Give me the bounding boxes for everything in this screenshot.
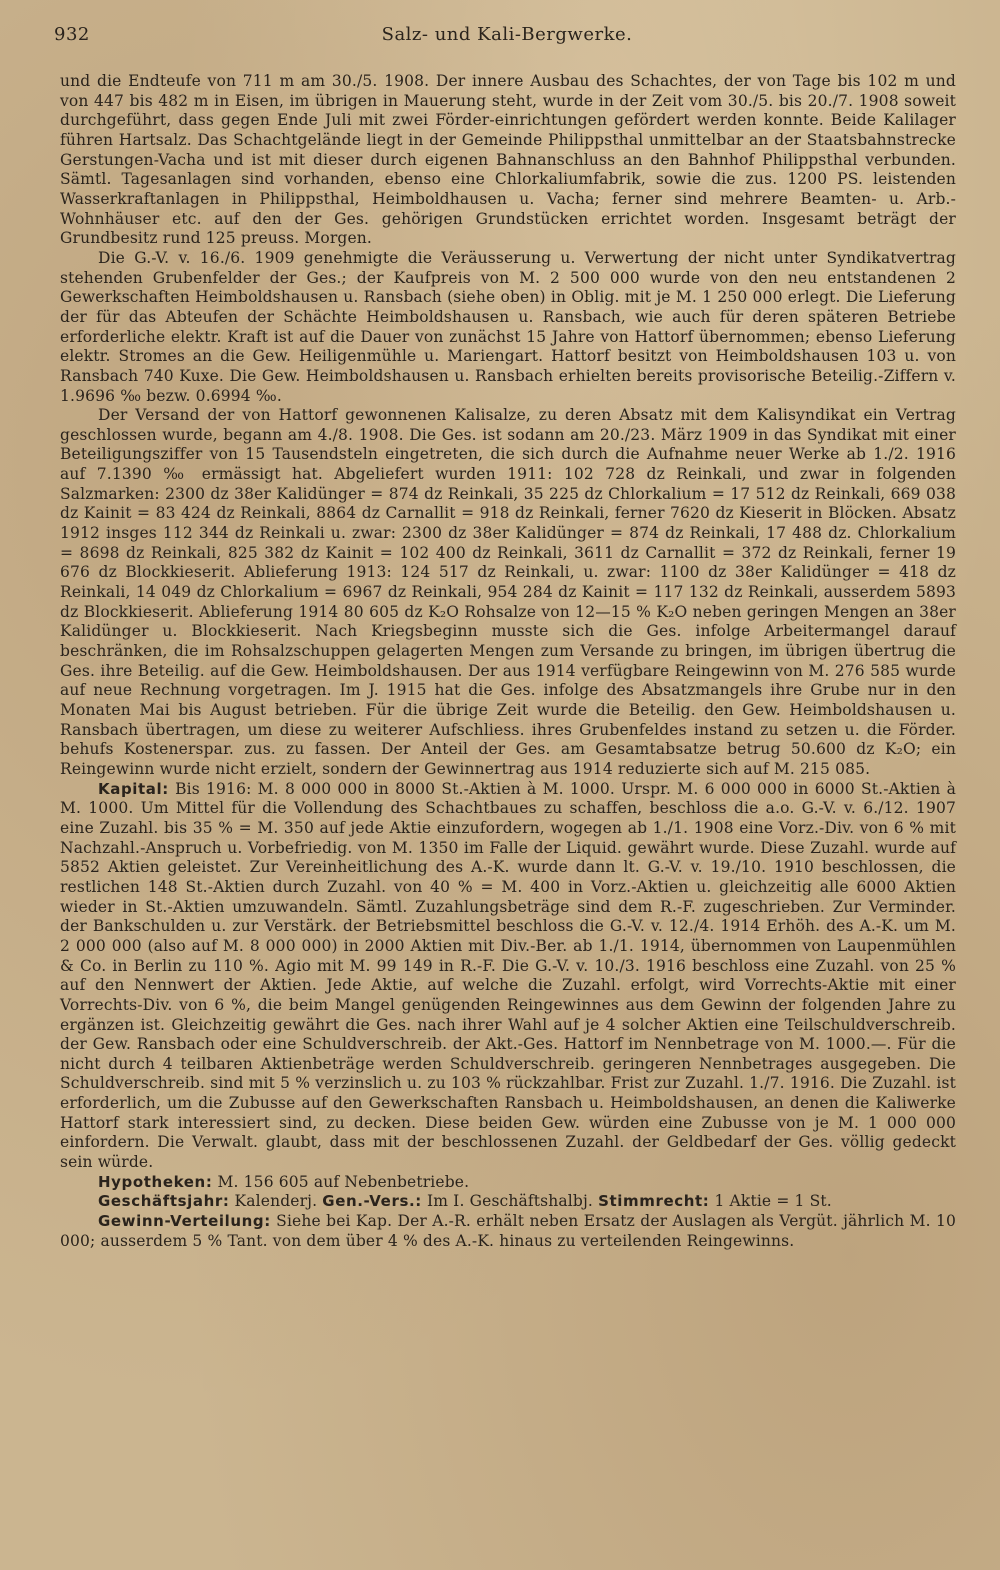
kapital-text: Bis 1916: M. 8 000 000 in 8000 St.-Aktien à M. 1000. Urspr. M. 6 000 000 in 6000 St.-Aktien à M. 1000. Um Mittel für die Vollendung des Schachtbaues zu schaffen, beschloss die a.o. G.-V. v. 6./12. 1907 eine Zuzahl. bis 35 % = M. 350 auf jede Aktie einzufordern, wogegen ab 1./1. 1908 eine Vorz.-Div. von 6 % mit Nachzahl.-Anspruch u. Vorbefriedig. von M. 1350 im Falle der Liquid. gewährt wurde. Diese Zuzahl. wurde auf 5852 Aktien geleistet. Zur Vereinheitlichung des A.-K. wurde dann lt. G.-V. v. 19./10. 1910 beschlossen, die restlichen 148 St.-Aktien durch Zuzahl. von 40 % = M. 400 in Vorz.-Aktien u. gleichzeitig alle 6000 Aktien wieder in St.-Aktien umzuwandeln. Sämtl. Zuzahlungsbeträge sind dem R.-F. zugeschrieben. Zur Verminder. der Bankschulden u. zur Verstärk. der Betriebsmittel beschloss die G.-V. v. 12./4. 1914 Erhöh. des A.-K. um M. 2 000 000 (also auf M. 8 000 000) in 2000 Aktien mit Div.-Ber. ab 1./1. 1914, übernommen von Laupenmühlen & Co. in Berlin zu 110 %. Agio mit M. 99 149 in R.-F. Die G.-V. v. 10./3. 1916 beschloss eine Zuzahl. von 25 % auf den Nennwert der Aktien. Jede Aktie, auf welche die Zuzahl. erfolgt, wird Vorrechts-Aktie mit einer Vorrechts-Div. von 6 %, die beim Mangel genügenden Reingewinnes aus dem Gewinn der folgenden Jahre zu ergänzen ist. Gleichzeitig gewährt die Ges. nach ihrer Wahl auf je 4 solcher Aktien eine Teilschuldverschreib. der Gew. Ransbach oder eine Schuldverschreib. der Akt.-Ges. Hattorf im Nennbetrage von M. 1000.—. Für die nicht durch 4 teilbaren Aktienbeträge werden Schuldverschreib. geringeren Nennbetrages ausgegeben. Die Schuldverschreib. sind mit 5 % verzinslich u. zu 103 % rückzahlbar. Frist zur Zuzahl. 1./7. 1916. Die Zuzahl. ist erforderlich, um die Zubusse auf den Gewerkschaften Ransbach u. Heimboldshausen, an denen die Kaliwerke Hattorf stark interessiert sind, zu decken. Diese beiden Gew. würden eine Zubusse von je M. 1 000 000 einfordern. Die Verwalt. glaubt, dass mit der beschlossenen Zuzahl. der Geldbedarf der Ges. völlig gedeckt sein würde. — [60, 779, 957, 1172]
gewinn-verteilung-text: Siehe bei Kap. Der A.-R. erhält neben Ersatz der Auslagen als Vergüt. jährlich M. 10 000; ausserdem 5 % Tant. von dem über 4 % des A.-K. hinaus zu verteilenden Reingewinns. — [60, 1212, 957, 1250]
page-number: 932 — [54, 24, 90, 45]
label-hypotheken: Hypotheken: — [98, 1172, 213, 1191]
hypotheken-text: M. 156 605 auf Nebenbetriebe. — [217, 1172, 470, 1191]
label-gewinn-verteilung: Gewinn-Verteilung: — [98, 1212, 271, 1231]
section-kapital — [60, 780, 956, 1173]
stimmrecht-text: 1 Aktie = 1 St. — [714, 1192, 832, 1211]
geschaeftsjahr-text: Kalenderj. — [234, 1192, 318, 1211]
page-header — [54, 24, 960, 54]
paragraph-shaft-construction: und die Endteufe von 711 m am 30./5. 1908. Der innere Ausbau des Schachtes, der von Tage bis 102 m und von 447 bis 482 m in Eisen, im übrigen in Mauerung steht, wurde in der Zeit vom 30./5. bis 20./7. 1908 soweit durchgeführt, dass gegen Ende Juli mit zwei Förder-einrichtungen gefördert werden konnte. Beide Kalilager führen Hartsalz. Das Schachtgelände liegt in der Gemeinde Philippsthal unmittelbar an der Staatsbahnstrecke Gerstungen-Vacha und ist mit dieser durch eigenen Bahnanschluss an den Bahnhof Philippsthal verbunden. Sämtl. Tagesanlagen sind vorhanden, ebenso eine Chlorkaliumfabrik, sowie die zus. 1200 PS. leistenden Wasserkraftanlagen in Philippsthal, Heimboldhausen u. Vacha; ferner sind mehrere Beamten- u. Arb.-Wohnhäuser etc. auf den der Ges. gehörigen Grundstücken errichtet worden. Insgesamt beträgt der Grundbesitz rund 125 preuss. Morgen. — [60, 72, 956, 248]
section-hypotheken — [60, 1173, 956, 1193]
section-gewinn-verteilung — [60, 1212, 956, 1251]
section-geschaeftsjahr — [60, 1192, 956, 1212]
running-title: Salz- und Kali-Bergwerke. — [381, 24, 633, 45]
label-gen-vers: Gen.-Vers.: — [322, 1192, 422, 1211]
label-stimmrecht: Stimmrecht: — [598, 1192, 710, 1211]
paragraph-shipment-and-sales: Der Versand der von Hattorf gewonnenen Kalisalze, zu deren Absatz mit dem Kalisyndikat ein Vertrag geschlossen wurde, begann am 4./8. 1908. Die Ges. ist sodann am 20./23. März 1909 in das Syndikat mit einer Beteiligungsziffer von 15 Tausendsteln eingetreten, die sich durch die Aufnahme neuer Werke ab 1./2. 1916 auf 7.1390 ‰ ermässigt hat. Abgeliefert wurden 1911: 102 728 dz Reinkali, und zwar in folgenden Salzmarken: 2300 dz 38er Kalidünger = 874 dz Reinkali, 35 225 dz Chlorkalium = 17 512 dz Reinkali, 669 038 dz Kainit = 83 424 dz Reinkali, 8864 dz Carnallit = 918 dz Reinkali, ferner 7620 dz Kieserit in Blöcken. Absatz 1912 insges 112 344 dz Reinkali u. zwar: 2300 dz 38er Kalidünger = 874 dz Reinkali, 17 488 dz. Chlorkalium = 8698 dz Reinkali, 825 382 dz Kainit = 102 400 dz Reinkali, 3611 dz Carnallit = 372 dz Reinkali, ferner 19 676 dz Blockkieserit. Ablieferung 1913: 124 517 dz Reinkali, u. zwar: 1100 dz 38er Kalidünger = 418 dz Reinkali, 14 049 dz Chlorkalium = 6967 dz Reinkali, 954 284 dz Kainit = 117 132 dz Reinkali, ausserdem 5893 dz Blockkieserit. Ablieferung 1914 80 605 dz K₂O Rohsalze von 12—15 % K₂O neben geringen Mengen an 38er Kalidünger u. Blockkieserit. Nach Kriegsbeginn musste sich die Ges. infolge Arbeitermangel darauf beschränken, die im Rohsalzschuppen gelagerten Mengen zum Versande zu bringen, im übrigen übertrug die Ges. ihre Beteilig. auf die Gew. Heimboldshausen. Der aus 1914 verfügbare Reingewinn von M. 276 585 wurde auf neue Rechnung vorgetragen. Im J. 1915 hat die Ges. infolge des Absatzmangels ihre Grube nur in den Monaten Mai bis August betrieben. Für die übrige Zeit wurde die Beteilig. den Gew. Heimboldshausen u. Ransbach übertragen, um diese zu weiterer Aufschliess. ihres Grubenfeldes instand zu setzen u. die Förder. behufs Kostenerspar. zus. zu fassen. Der Anteil der Ges. am Gesamtabsatze betrug 50.600 dz K₂O; ein Reingewinn wurde nicht erzielt, sondern der Gewinnertrag aus 1914 reduzierte sich auf M. 215 085. — [60, 406, 956, 778]
gen-vers-text: Im I. Geschäftshalbj. — [426, 1192, 594, 1211]
page-body — [60, 72, 956, 1251]
label-kapital: Kapital: — [98, 779, 169, 798]
paragraph-sale-of-fields: Die G.-V. v. 16./6. 1909 genehmigte die Veräusserung u. Verwertung der nicht unter Syndikatvertrag stehenden Grubenfelder der Ges.; der Kaufpreis von M. 2 500 000 wurde von den neu entstandenen 2 Gewerkschaften Heimboldshausen u. Ransbach (siehe oben) in Oblig. mit je M. 1 250 000 erlegt. Die Lieferung der für das Abteufen der Schächte Heimboldshausen u. Ransbach, wie auch für deren späteren Betriebe erforderliche elektr. Kraft ist auf die Dauer von zunächst 15 Jahre von Hattorf übernommen; ebenso Lieferung elektr. Stromes an die Gew. Heiligenmühle u. Mariengart. Hattorf besitzt von Heimboldshausen 103 u. von Ransbach 740 Kuxe. Die Gew. Heimboldshausen u. Ransbach erhielten bereits provisorische Beteilig.-Ziffern v. 1.9696 ‰ bezw. 0.6994 ‰. — [60, 248, 956, 405]
label-geschaeftsjahr: Geschäftsjahr: — [98, 1192, 230, 1211]
